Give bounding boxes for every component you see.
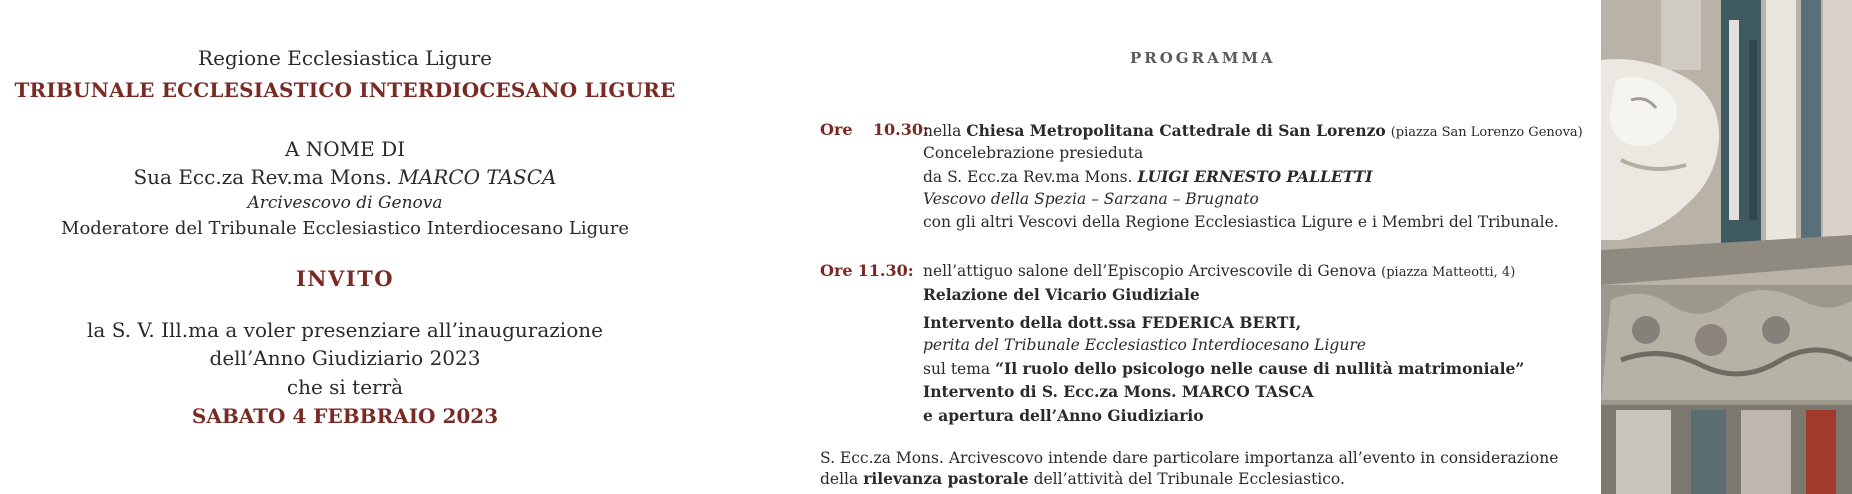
event2-line-2: Relazione del Vicario Giudiziale <box>923 285 1200 304</box>
bishop-prefix: Sua Ecc.za Rev.ma Mons. <box>133 165 392 189</box>
event1-line-2: Concelebrazione presieduta <box>923 144 1144 162</box>
ore-label: Ore <box>820 120 853 139</box>
event1-line-5: con gli altri Vescovi della Regione Ecclesiastica Ligure e i Membri del Tribunale. <box>923 213 1559 231</box>
event2-line-1: nell’attiguo salone dell’Episcopio Arcivescovile di Genova (piazza Matteotti, 4) <box>923 262 1516 280</box>
moderator-line: Moderatore del Tribunale Ecclesiastico Interdiocesano Ligure <box>61 218 629 239</box>
invite-line-3: che si terrà <box>286 375 404 399</box>
event1-line-1: nella Chiesa Metropolitana Cattedrale di San Lorenzo (piazza San Lorenzo Genova) <box>923 121 1583 140</box>
invite-line-2: dell’Anno Giudiziario 2023 <box>209 346 481 370</box>
event2-line-4: perita del Tribunale Ecclesiastico Interdiocesano Ligure <box>923 336 1366 354</box>
footer-line-1: S. Ecc.za Mons. Arcivescovo intende dare particolare importanza all’evento in considerazione <box>820 449 1559 467</box>
name-of-label: A NOME DI <box>284 137 406 161</box>
tribunal-title: TRIBUNALE ECCLESIASTICO INTERDIOCESANO LIGURE <box>14 78 676 102</box>
bishop-line <box>0 165 690 189</box>
bishop-name: MARCO TASCA <box>398 165 557 189</box>
footer-line-2: della rilevanza pastorale dell’attività del Tribunale Ecclesiastico. <box>820 469 1345 488</box>
event2-line-5: sul tema “Il ruolo dello psicologo nelle cause di nullità matrimoniale” <box>923 359 1525 378</box>
event1-time <box>820 120 929 139</box>
event2-line-7: e apertura dell’Anno Giudiziario <box>923 406 1204 425</box>
event2-time: Ore 11.30: <box>820 261 914 280</box>
bishop-role: Arcivescovo di Genova <box>247 193 443 213</box>
region-heading: Regione Ecclesiastica Ligure <box>198 46 492 70</box>
event2-line-3: Intervento della dott.ssa FEDERICA BERTI, <box>923 313 1302 332</box>
event2-time-value: 11.30: <box>857 261 914 280</box>
invito-heading: INVITO <box>295 266 395 291</box>
invite-line-1: la S. V. Ill.ma a voler presenziare all’inaugurazione <box>87 318 603 342</box>
programma-heading: PROGRAMMA <box>1130 49 1276 67</box>
event-date: SABATO 4 FEBBRAIO 2023 <box>191 404 499 428</box>
cathedral-sculpture-image <box>1601 0 1852 494</box>
event2-line-6: Intervento di S. Ecc.za Mons. MARCO TASCA <box>923 382 1314 401</box>
cathedral-sculpture-illustration <box>1601 0 1852 494</box>
event1-time-value: 10.30: <box>872 120 929 139</box>
event1-line-4: Vescovo della Spezia – Sarzana – Brugnato <box>923 190 1259 208</box>
event1-line-3: da S. Ecc.za Rev.ma Mons. LUIGI ERNESTO PALLETTI <box>923 167 1373 186</box>
invitation-panel <box>0 0 690 494</box>
